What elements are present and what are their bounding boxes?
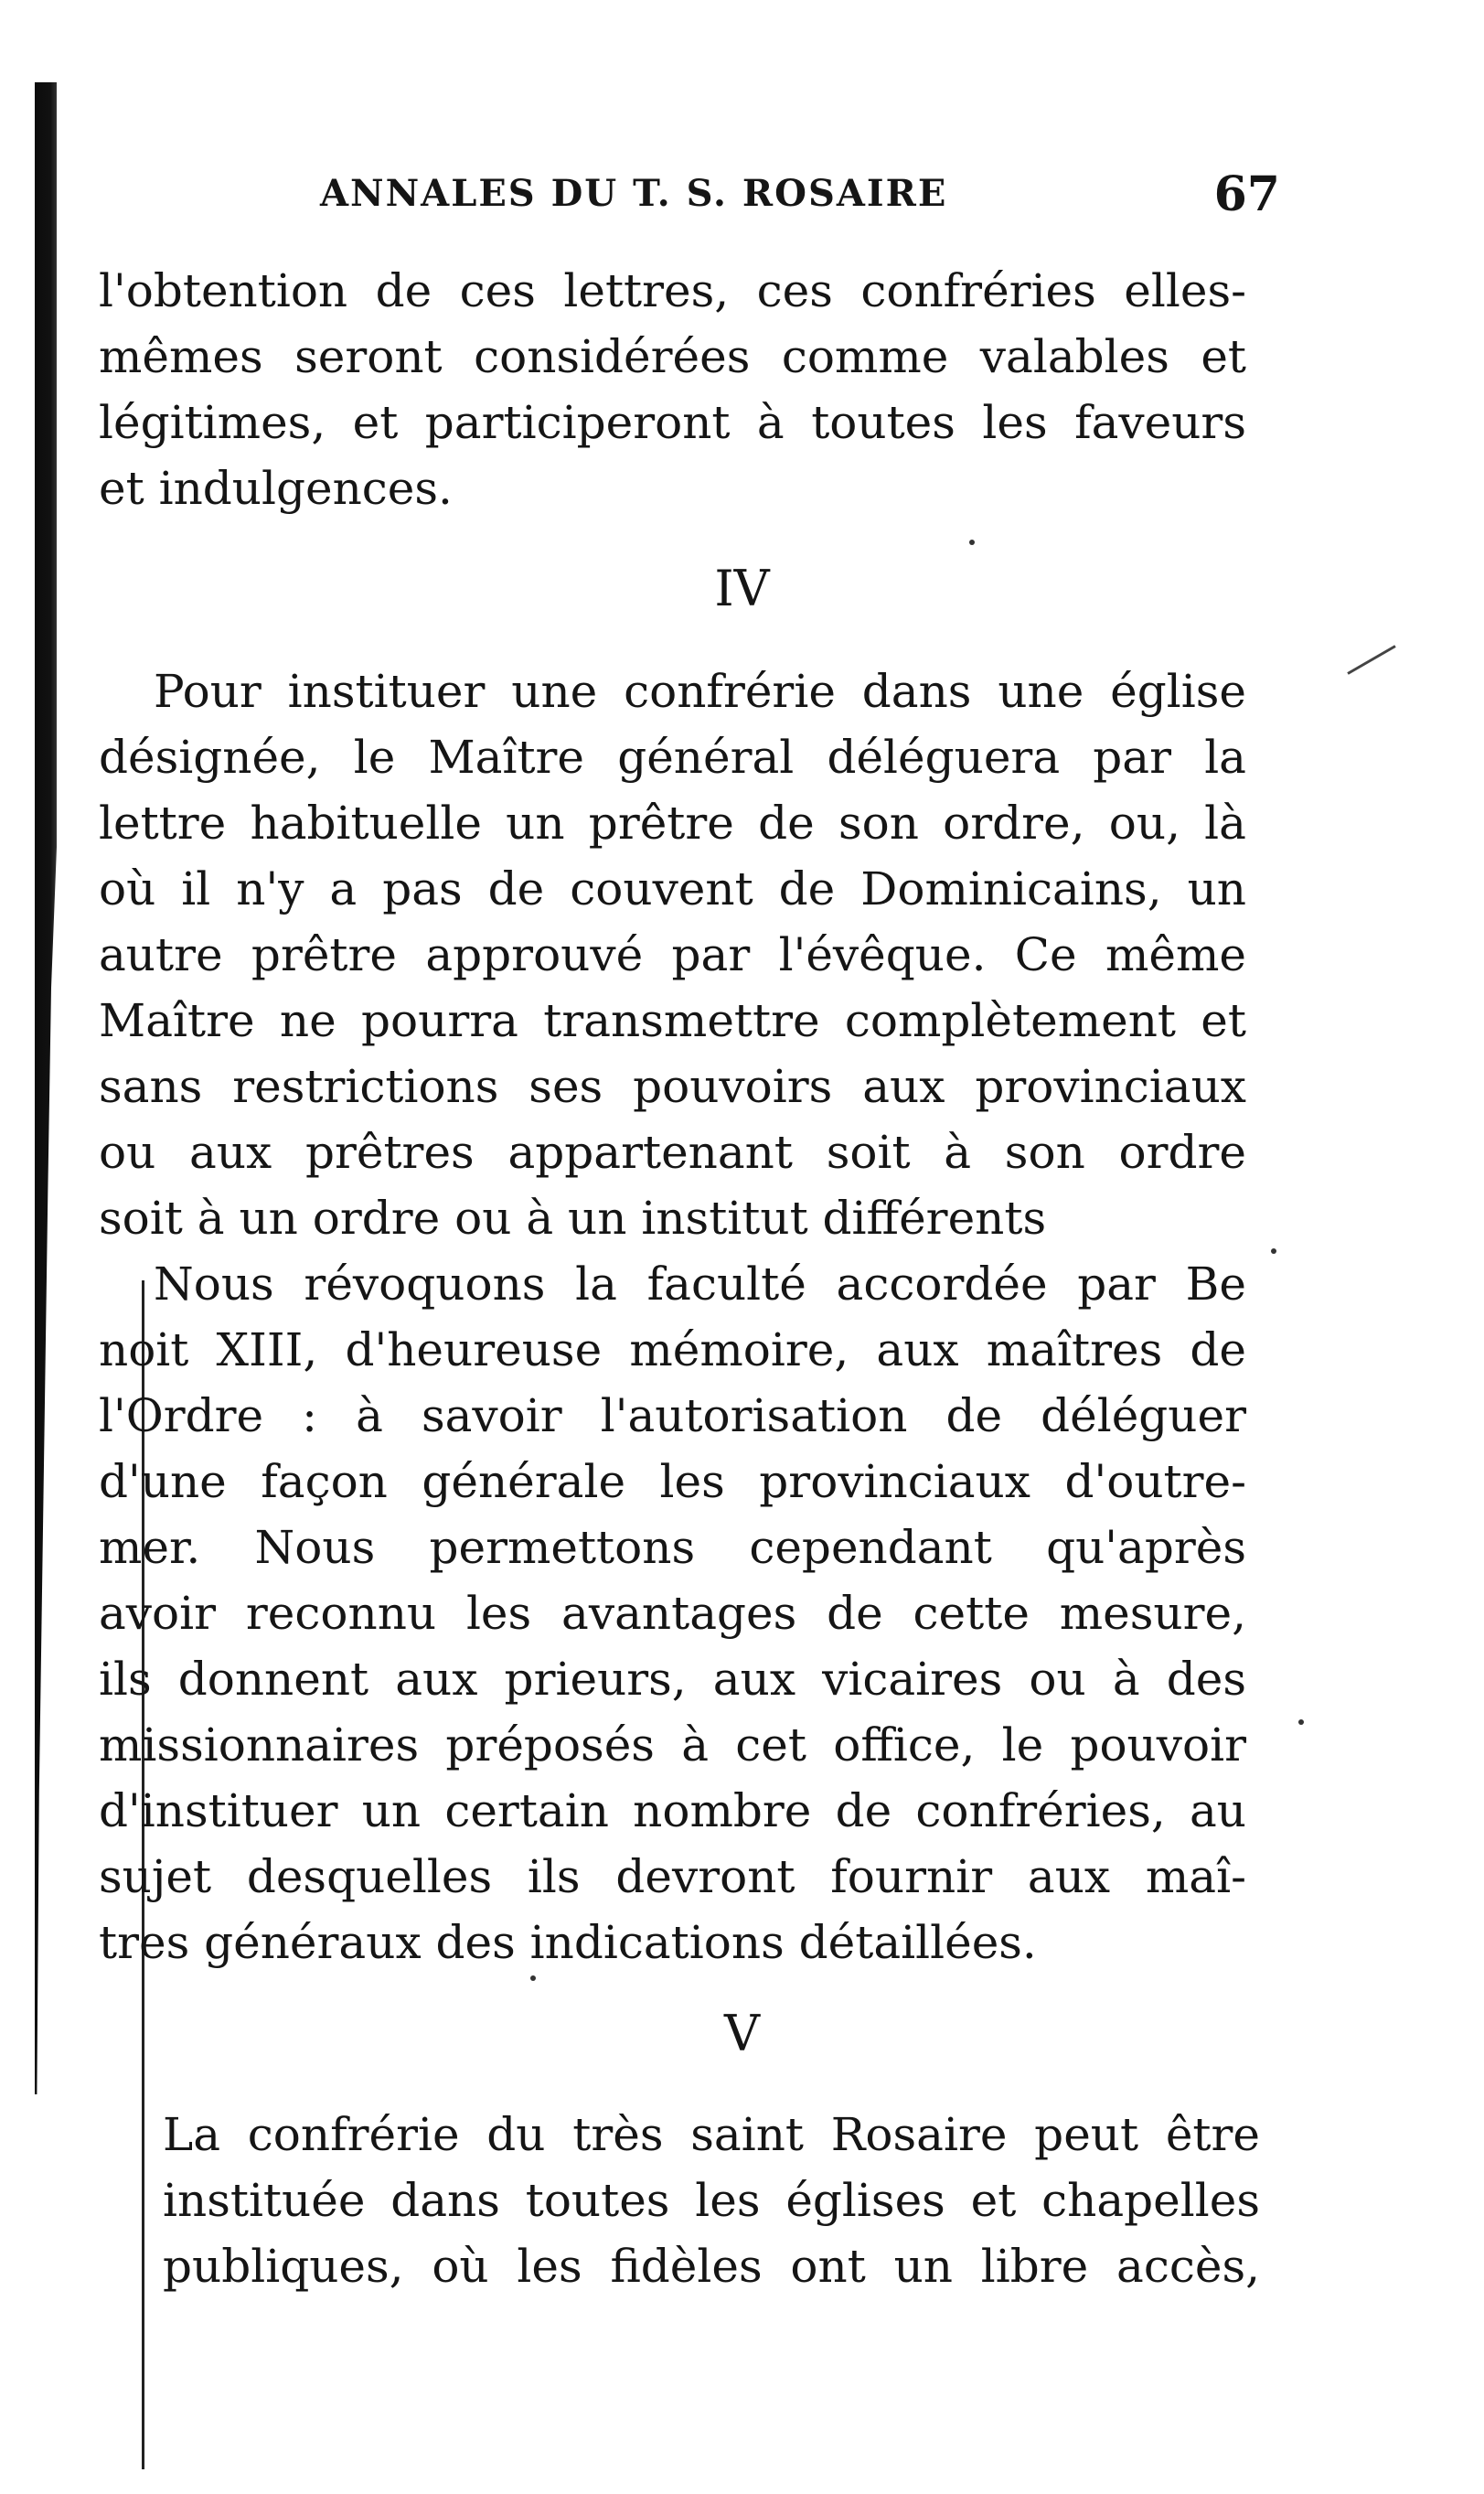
ink-speck (530, 1975, 536, 1981)
text-line: Pour instituer une confrérie dans une église (154, 665, 1246, 718)
section-iv-paragraph-1 (99, 658, 1246, 1251)
text-line: tres généraux des indications détaillées. (99, 1916, 1037, 1969)
text-line: missionnaires préposés à cet office, le pouvoir (99, 1718, 1246, 1771)
running-head: ANNALES DU T. S. ROSAIRE (320, 172, 948, 215)
section-iii-continuation (99, 258, 1246, 521)
stray-pencil-mark (1347, 645, 1395, 675)
text-line: Maître ne pourra transmettre complètement et (99, 994, 1246, 1047)
text-line: d'instituer un certain nombre de confréries, au (99, 1784, 1246, 1837)
binding-edge (35, 82, 57, 2094)
text-line: sujet desquelles ils devront fournir aux maî- (99, 1850, 1246, 1903)
text-line: soit à un ordre ou à un institut différents (99, 1192, 1047, 1245)
section-iv-paragraph-2 (99, 1251, 1246, 1975)
page-header (320, 166, 1280, 236)
section-heading-iv: IV (714, 560, 770, 617)
section-heading-v: V (724, 2005, 760, 2062)
ink-speck (969, 540, 975, 545)
text-line: ils donnent aux prieurs, aux vicaires ou à des (99, 1653, 1246, 1706)
text-line: lettre habituelle un prêtre de son ordre, ou, là (99, 797, 1246, 850)
text-line: d'une façon générale les provinciaux d'outre- (99, 1455, 1246, 1508)
text-line: avoir reconnu les avantages de cette mesure, (99, 1587, 1246, 1640)
text-line: mêmes seront considérées comme valables et (99, 330, 1246, 383)
text-line: ou aux prêtres appartenant soit à son ordre (99, 1126, 1246, 1179)
text-line: où il n'y a pas de couvent de Dominicains, un (99, 862, 1246, 915)
text-line: légitimes, et participeront à toutes les faveurs (99, 396, 1246, 449)
text-line: La confrérie du très saint Rosaire peut être (163, 2108, 1260, 2161)
text-line: publiques, où les fidèles ont un libre accès, (163, 2240, 1260, 2293)
text-line: instituée dans toutes les églises et chapelles (163, 2174, 1260, 2227)
page-number: 67 (1213, 166, 1280, 222)
text-line: Nous révoquons la faculté accordée par Be (154, 1258, 1246, 1311)
text-line: autre prêtre approuvé par l'évêque. Ce même (99, 928, 1246, 981)
text-line: l'Ordre : à savoir l'autorisation de déléguer (99, 1389, 1246, 1442)
ink-speck (1271, 1248, 1276, 1254)
text-line: l'obtention de ces lettres, ces confréries elles- (99, 264, 1246, 317)
text-line: sans restrictions ses pouvoirs aux provinciaux (99, 1060, 1246, 1113)
text-line: noit XIII, d'heureuse mémoire, aux maîtres de (99, 1323, 1246, 1376)
ink-speck (1298, 1719, 1304, 1725)
section-v-paragraph-1 (163, 2102, 1260, 2299)
text-line: désignée, le Maître général déléguera par la (99, 731, 1246, 784)
text-line: et indulgences. (99, 462, 453, 515)
text-line: mer. Nous permettons cependant qu'après (99, 1521, 1246, 1574)
